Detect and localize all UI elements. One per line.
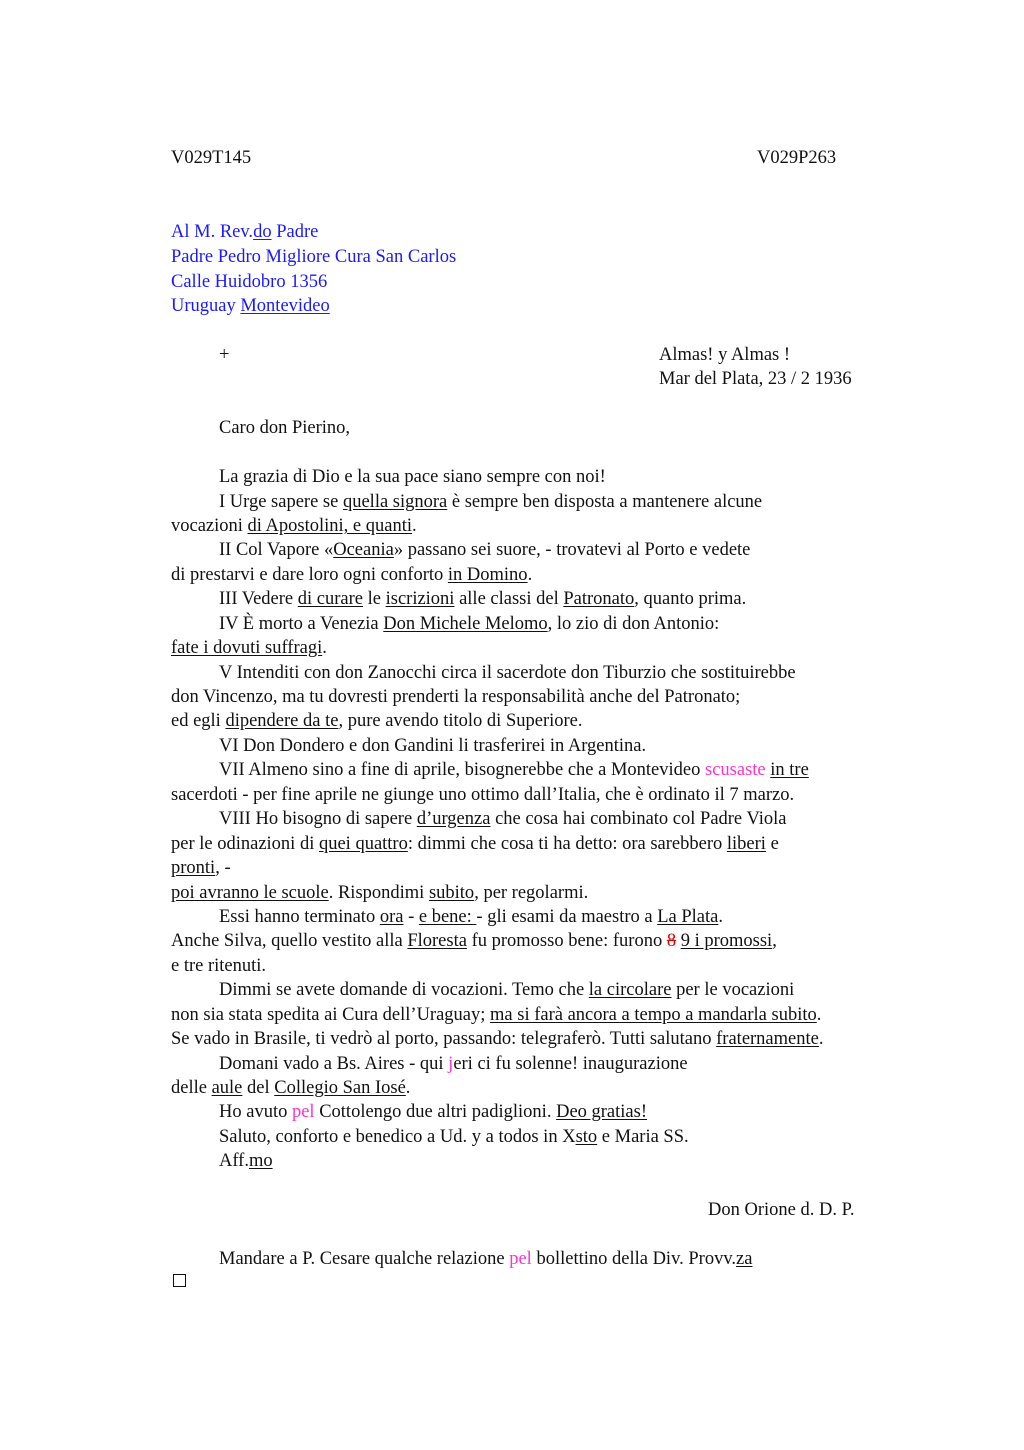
body-line: VI Don Dondero e don Gandini li trasferirei in Argentina. (219, 736, 647, 756)
body-line: per le odinazioni di quei quattro: dimmi che cosa ti ha detto: ora sarebbero liberi e (171, 834, 779, 854)
postscript: Mandare a P. Cesare qualche relazione pel bollettino della Div. Provv.za (219, 1249, 753, 1269)
body-line: Anche Silva, quello vestito alla Floresta fu promosso bene: furono 8 9 i promossi, (171, 931, 777, 951)
struck-number: 8 (666, 931, 677, 951)
body-line: don Vincenzo, ma tu dovresti prenderti la responsabilità anche del Patronato; (171, 687, 741, 707)
body-line: poi avranno le scuole. Rispondimi subito, per regolarmi. (171, 883, 589, 903)
body-line: V Intenditi con don Zanocchi circa il sacerdote don Tiburzio che sostituirebbe (219, 663, 796, 683)
body-line: Dimmi se avete domande di vocazioni. Temo che la circolare per le vocazioni (219, 980, 795, 1000)
body-line: Domani vado a Bs. Aires - qui jeri ci fu solenne! inaugurazione (219, 1054, 688, 1074)
body-line: di prestarvi e dare loro ogni conforto in Domino. (171, 565, 533, 585)
body-line: VII Almeno sino a fine di aprile, bisognerebbe che a Montevideo scusaste in tre (219, 760, 809, 780)
body-line: I Urge sapere se quella signora è sempre ben disposta a mantenere alcune (219, 492, 763, 512)
closing: Aff.mo (219, 1151, 273, 1171)
body-line: delle aule del Collegio San Iosé. (171, 1078, 411, 1098)
signature: Don Orione d. D. P. (708, 1200, 855, 1220)
body-line: Se vado in Brasile, ti vedrò al porto, passando: telegraferò. Tutti salutano fraternamente. (171, 1029, 824, 1049)
doc-code-left: V029T145 (171, 148, 252, 168)
motto: Almas! y Almas ! (659, 345, 791, 365)
address-line-1: Al M. Rev.do Padre (171, 222, 319, 242)
doc-code-right: V029P263 (757, 148, 837, 168)
body-line: II Col Vapore «Oceania» passano sei suore, - trovatevi al Porto e vedete (219, 540, 751, 560)
body-line: III Vedere di curare le iscrizioni alle classi del Patronato, quanto prima. (219, 589, 747, 609)
body-line: fate i dovuti suffragi. (171, 638, 327, 658)
address-line-3: Calle Huidobro 1356 (171, 272, 328, 292)
greeting: Caro don Pierino, (219, 418, 351, 438)
checkbox-square-icon (173, 1274, 186, 1287)
place-date: Mar del Plata, 23 / 2 1936 (659, 369, 852, 389)
body-line: La grazia di Dio e la sua pace siano sempre con noi! (219, 467, 606, 487)
body-line: sacerdoti - per fine aprile ne giunge uno ottimo dall’Italia, che è ordinato il 7 marzo. (171, 785, 795, 805)
body-line: non sia stata spedita ai Cura dell’Uraguay; ma si farà ancora a tempo a mandarla subito. (171, 1005, 822, 1025)
body-line: Ho avuto pel Cottolengo due altri padiglioni. Deo gratias! (219, 1102, 647, 1122)
body-line: e tre ritenuti. (171, 956, 267, 976)
body-line: IV È morto a Venezia Don Michele Melomo, lo zio di don Antonio: (219, 614, 720, 634)
cross-symbol: + (219, 345, 230, 365)
address-line-2: Padre Pedro Migliore Cura San Carlos (171, 247, 457, 267)
body-line: Saluto, conforto e benedico a Ud. y a todos in Xsto e Maria SS. (219, 1127, 689, 1147)
body-line: ed egli dipendere da te, pure avendo titolo di Superiore. (171, 711, 583, 731)
address-line-4: Uruguay Montevideo (171, 296, 330, 316)
body-line: Essi hanno terminato ora - e bene: - gli esami da maestro a La Plata. (219, 907, 723, 927)
body-line: VIII Ho bisogno di sapere d’urgenza che cosa hai combinato col Padre Viola (219, 809, 787, 829)
body-line: vocazioni di Apostolini, e quanti. (171, 516, 417, 536)
body-line: pronti, - (171, 858, 231, 878)
